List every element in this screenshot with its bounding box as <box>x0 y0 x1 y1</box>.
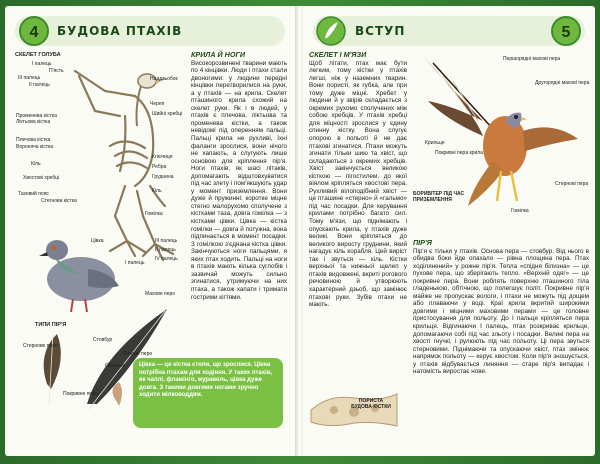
right-page <box>303 6 595 456</box>
right-section-title: ВСТУП <box>355 24 406 38</box>
label-shin: Гомілка <box>145 211 163 217</box>
label-ribs: Ребра <box>152 164 167 170</box>
label-eye: Наддзьобок <box>150 76 178 82</box>
label-phalanx1: I палець <box>32 61 52 67</box>
wings-legs-heading: КРИЛА Й НОГИ <box>191 50 246 59</box>
label-keel: Кіль <box>152 188 162 194</box>
label-covert-feather: Покривне перо <box>63 391 98 397</box>
right-header-band <box>313 16 585 46</box>
label-cervical: Шийні хребці <box>152 111 183 117</box>
page-number-right: 5 <box>551 16 581 46</box>
label-radius: Променева кістка <box>16 113 57 119</box>
label-hawk-shin: Гомілка <box>511 208 529 214</box>
callout-text: Цівка — це кістка стопи, що зрослися. Цівка потрібна птахам для ходіння. У таких птахів, як чаплі, фламінго, журавель, цівка дуже довга. З такими довгими ногами зручно ходити мілководдям. <box>139 362 273 399</box>
feathers-section <box>413 239 589 376</box>
skeleton-caption: СКЕЛЕТ ГОЛУБА <box>15 52 61 58</box>
label-pelvic: Тазовий пояс <box>18 191 49 197</box>
label-toe-iii: III палець <box>155 238 178 244</box>
feathers-caption: ТИПИ ПІР'Я <box>35 322 67 328</box>
skeleton-muscles-text: Щоб літати, птах має бути легким, тому кістки у птахів легші, ніж у наземних тварин. Вони пористі, як губка, але при тому дуже міцні. Хребет у людини й у звірів складається з окремих рухомо сполучених між собою хребців. У птахів хребці для міцності зрослися у єдину спинну кістку. Вона слугує опорою в польоті й не дає птахові згинатися. Птахи можуть згинати тільки шию та хвіст, що складаються з окремих хребців. Хвіст закінчується великою кісткою — пігостилем, до якої віялом кріпляться хвостові пера. Рухливий вілоподібний хвіст — це пташине «стерно» й «гальмо» під час посадки. Для керування крилами потрібно багато сил. Тому м'язи, що піднімають і опускають крила, у птахів дуже великі. Вони кріпляться до великого виросту груднини, який нагадує кіль корабля. Цей виріст так і звуться — кіль. Кістки верхньої та нижньої щелеп у птахів видовжені, вкриті рогового речовиною й утворюють характерний дзьоб, що замінює птахові руки. Зубів птахи не мають. <box>309 59 407 309</box>
label-lower-toe: IV палець <box>155 256 178 262</box>
tarsus-callout <box>133 358 283 428</box>
label-flight-feather: Махове перо <box>145 291 176 297</box>
label-skull: Череп <box>150 101 165 107</box>
feathers-text: Пір'я є тільки у птахів. Основа пера — стовбур. Від нього в обидва боки йде опахало — рівна площина пера. Птах ходілянений» у рожне пір'я. Тепла «спідня білизна» — це пухове пера, що зберігають тепло. «Верхній одяг» — це покривне пера. Вони роблять поверхню пташиного тіла гладенькою, обтічною, що полегшує політ. Покривне пір'я майже не пропускає вологи, і птахи не можуть під дощем або плаваючи у воді. Краї крила вкритий широкими довгими і міцними маховими перами — це головне пристосування для польоту. До I пальця кріпляться пера крильця. Відгинаючи I палець, птах розкриває крильце, допомагаючи собі під час зльоту і посадки. Великі пера на хвості гнучкі, і рулюють під час польоту. Ці пера звуться стерновими. Піднімаючи та опускаючи хвіст, птах змінює напрямок польоту — керує хвостом. Коли пір'я зношується, у птахів відбувається линяння — старе пір'я випадає і натомість виростає нове. <box>413 247 589 376</box>
label-keel-bone: Кіль <box>31 161 41 167</box>
label-coracoid: Вороняча кістка <box>16 144 54 150</box>
kestrel-caption: БОРИВІТЕР ПІД ЧАС ПРИЗЕМЛЕННЯ <box>413 191 465 203</box>
page-number-left: 4 <box>19 16 49 46</box>
label-coverts: Покривні пера крила <box>435 150 483 156</box>
skeleton-muscles-heading: СКЕЛЕТ І М'ЯЗИ <box>309 50 367 59</box>
label-digit2: II палець <box>29 82 50 88</box>
label-contour-feather: Стернове перо <box>23 343 58 349</box>
label-femur: Стегнова кістка <box>41 198 77 204</box>
label-sternum: Груднина <box>152 174 174 180</box>
label-tail: Хвостові хребці <box>23 175 60 181</box>
label-tarsus: Цівка <box>91 238 104 244</box>
label-humerus: Плечова кістка <box>16 137 51 143</box>
wings-legs-section <box>191 51 287 301</box>
label-digit3: III палець <box>18 75 41 81</box>
label-down-feather: Пухове перо <box>123 351 153 357</box>
wings-legs-text: Високорозвинені тварини мають по 4 кінцівки. Люди і птахи стали двоногими: у людини передні кінцівки перетворилися на руки, а у птахів — на крила. Скелет пташиного крила схожий на скелет руки. Як і в людей, у птахів є плечова, ліктьова та променева кістки, а також невідомі під оперенням пальці. Пальці крила не рухливі, їхні фаланги зрослися, вони нічого не хапають, а слугують лише основою для кріплення пір'я. Ноги птахів, як шасі літаків, допомагають відштовхуватися під час злету і пом'якшують удар у момент приземлення. Вони дуже й пружинні: коротке міцне стегно малорухомо сполучене з кістками таза, довга гомілка — з кістками цівки. Цівка — кістка гомілки — довга й потужна, вона підпинається в момент посадки. З гомілкою з'єднана кістка цівки. Закінчуються ноги пальцями, я яких птах ходить. Пальці на ноги в птахів мають кілька суглобів і зазвичай можуть сильно згинатися, утримуючи на них птаха, а також хапати і тримати гострими кігтями. <box>191 59 287 301</box>
feather-logo-icon <box>316 16 346 46</box>
skeleton-muscles-section <box>309 51 407 309</box>
bone-caption: ПОРИСТА БУДОВА КІСТКИ <box>351 398 391 410</box>
label-carpus: П'ясть <box>49 68 64 74</box>
label-secondary-feathers: Другорядні махові пера <box>535 80 590 86</box>
label-vane: Опахало <box>105 363 126 369</box>
label-primary-feathers: Першорядні махові пера <box>503 56 561 62</box>
label-alula: Крильце <box>425 140 445 146</box>
label-toe-i: I палець <box>125 260 145 266</box>
label-toe-ii: II палець <box>155 247 176 253</box>
feathers-heading: ПІР'Я <box>413 238 432 247</box>
label-shaft: Стовбур <box>93 337 113 343</box>
label-ulna: Ліктьова кістка <box>16 119 51 125</box>
left-page <box>5 6 297 456</box>
label-furcula: Ключиця <box>152 154 173 160</box>
left-section-title: БУДОВА ПТАХІВ <box>57 24 183 38</box>
label-tail-feathers: Стернові пера <box>555 181 589 187</box>
